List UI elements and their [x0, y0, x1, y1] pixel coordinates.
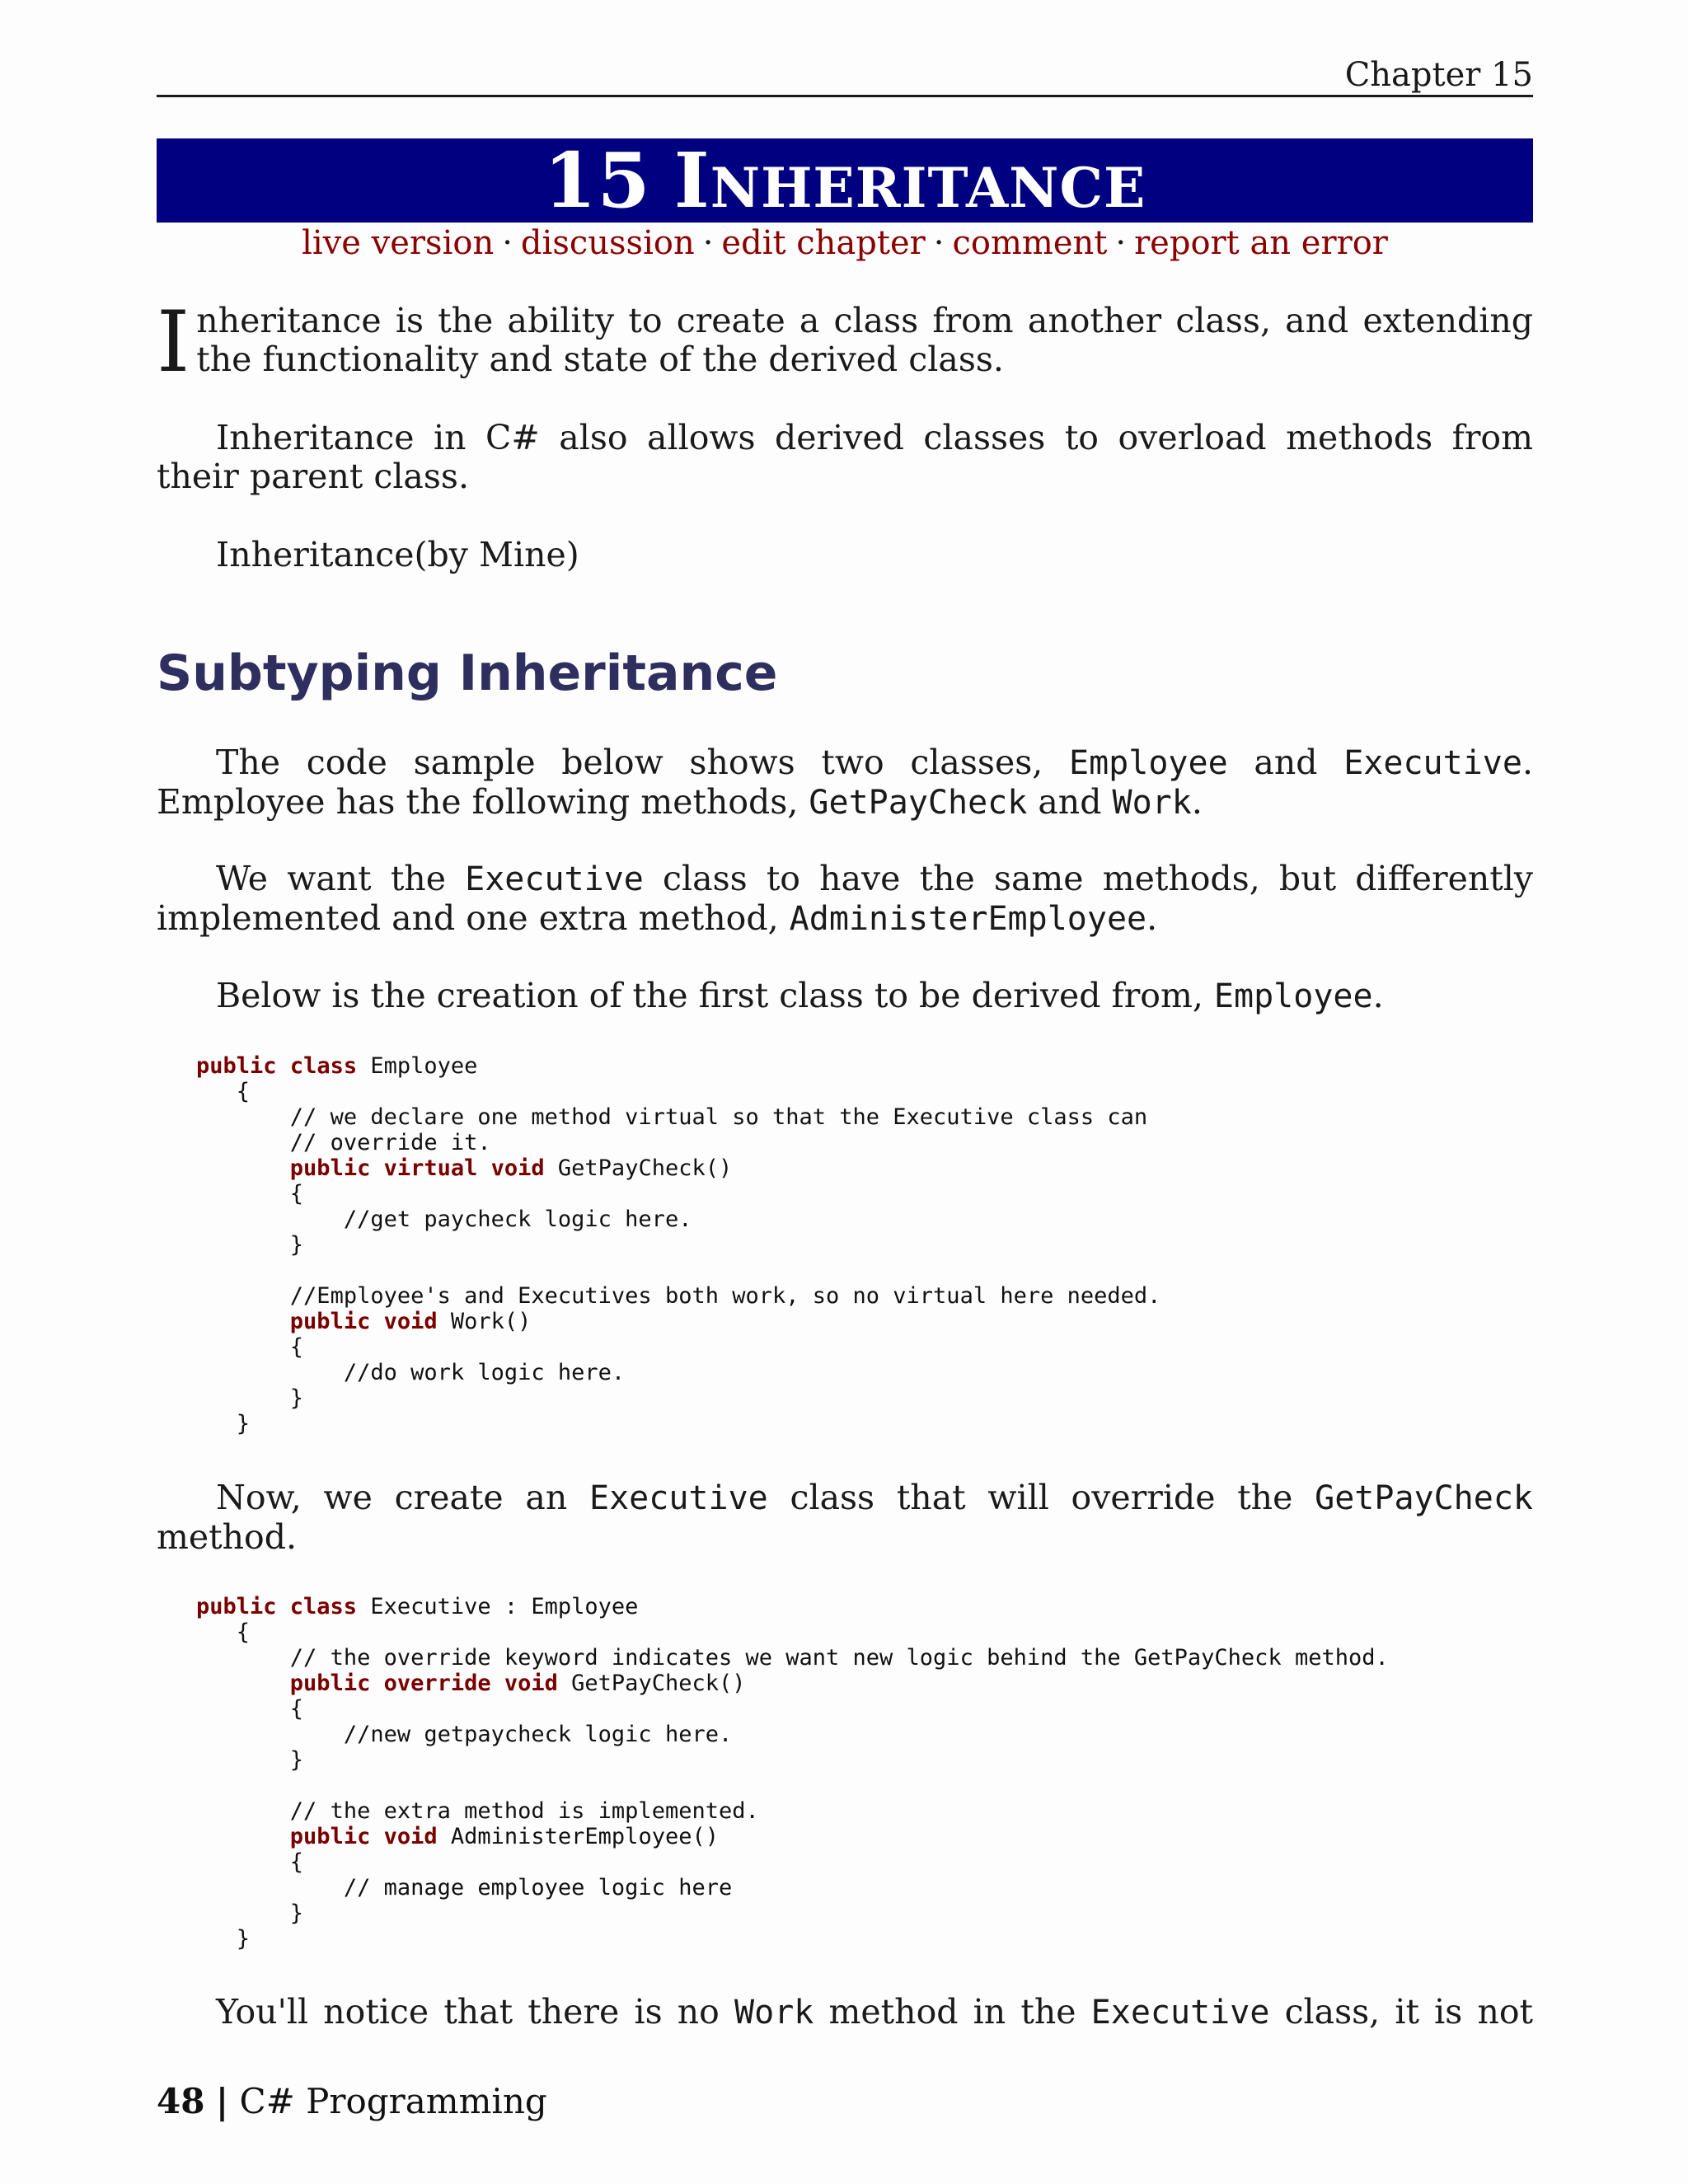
inline-code: Executive [589, 1479, 768, 1517]
inline-code: AdministerEmployee [789, 900, 1147, 938]
running-header: Chapter 15 [1344, 56, 1533, 94]
chapter-title [673, 136, 1146, 225]
chapter-title-rest: NHERITANCE [710, 156, 1146, 220]
link-separator: · [1115, 224, 1127, 262]
section-title: Subtyping Inheritance [157, 644, 778, 702]
edit-chapter-link[interactable]: edit chapter [721, 224, 926, 262]
book-title: C# Programming [239, 2081, 547, 2121]
inline-code: Executive [1090, 1994, 1270, 2032]
paragraph-first-class: Below is the creation of the first class to be derived from, Employee. [216, 976, 1384, 1015]
chapter-number: 15 [543, 136, 651, 225]
chapter-links [157, 224, 1533, 262]
inline-code: Executive [465, 860, 644, 898]
header-rule [157, 95, 1533, 97]
link-separator: · [933, 224, 945, 262]
discussion-link[interactable]: discussion [520, 224, 695, 262]
paragraph-executive-wants: We want the Executive class to have the same methods, but differently implemented and one extra method, AdministerEmployee. [157, 859, 1533, 938]
inline-code: Executive [1343, 744, 1522, 782]
footer-separator: | [215, 2081, 229, 2121]
intro-paragraph [157, 293, 1533, 391]
paragraph-overload: Inheritance in C# also allows derived classes to overload methods from their parent class. [157, 418, 1533, 496]
page-footer [157, 2081, 547, 2121]
inline-code: GetPayCheck [809, 784, 1028, 822]
page-number: 48 [157, 2081, 205, 2121]
paragraph-by-mine: Inheritance(by Mine) [216, 535, 579, 574]
inline-code: Employee [1213, 977, 1373, 1015]
link-separator: · [702, 224, 714, 262]
drop-cap: I [157, 293, 190, 391]
intro-text: nheritance is the ability to create a class from another class, and extending the functionality and state of the derived class. [196, 301, 1533, 379]
comment-link[interactable]: comment [952, 224, 1108, 262]
paragraph-no-work-method: You'll notice that there is no Work method in the Executive class, it is not [216, 1992, 1534, 2032]
paragraph-executive-override: Now, we create an Executive class that will override the GetPayCheck method. [157, 1478, 1534, 1557]
report-error-link[interactable]: report an error [1134, 224, 1388, 262]
inline-code: Work [1112, 784, 1192, 822]
link-separator: · [502, 224, 513, 262]
live-version-link[interactable]: live version [302, 224, 495, 262]
chapter-title-banner [157, 138, 1533, 223]
inline-code: GetPayCheck [1315, 1479, 1534, 1517]
inline-code: Employee [1069, 744, 1228, 782]
chapter-title-initial: I [673, 136, 710, 225]
paragraph-code-sample-intro: The code sample below shows two classes, Employee and Executive. Employee has the following methods, GetPayCheck and Work. [157, 743, 1533, 822]
code-block-employee: public class Employee { // we declare one method virtual so that the Executive class can // override it. public virtual void GetPayCheck() { //get paycheck logic here. } //Employee's and Executives both work, so no virtual here needed. public void Work() { //do work logic here. } } [196, 1053, 1161, 1436]
inline-code: Work [734, 1994, 814, 2032]
code-block-executive: public class Executive : Employee { // the override keyword indicates we want new logic behind the GetPayCheck method. public override void GetPayCheck() { //new getpaycheck logic here. } // the extra method is implemented. public void AdministerEmployee() { // manage employee logic here } } [196, 1594, 1389, 1952]
